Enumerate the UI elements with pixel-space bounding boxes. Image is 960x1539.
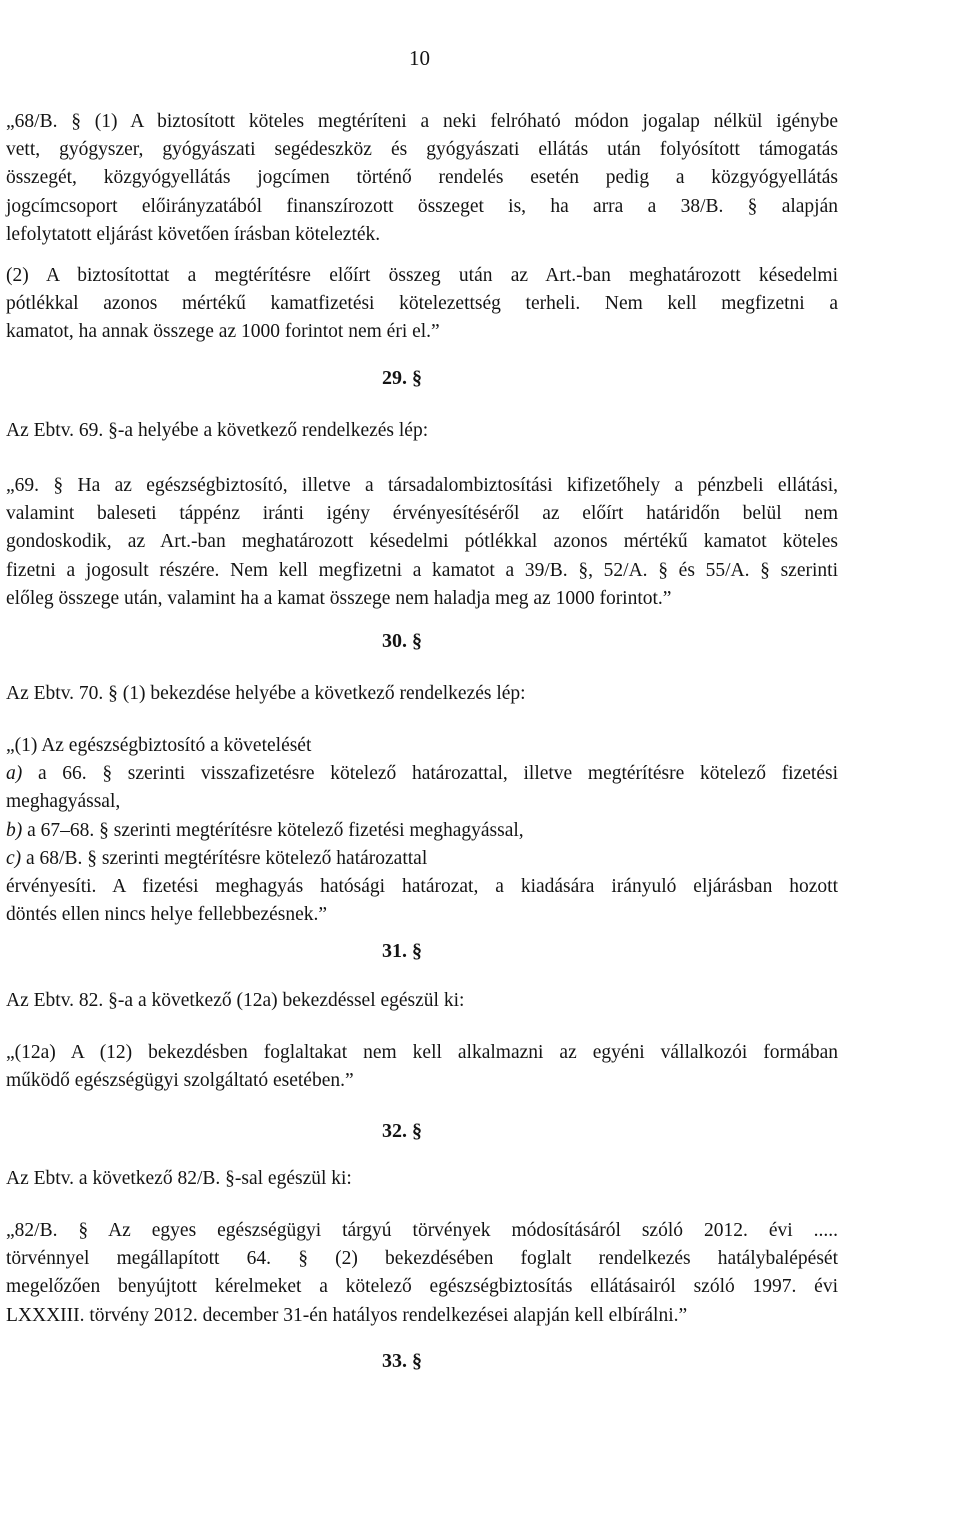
section-heading-32: 32. § bbox=[382, 1120, 422, 1142]
point-text-c: a 68/B. § szerinti megtérítésre kötelező határozattal bbox=[21, 847, 428, 869]
text-line: érvényesíti. A fizetési meghagyás hatósági határozat, a kiadására irányuló eljárásban hozott bbox=[6, 876, 838, 898]
intro-32: Az Ebtv. a következő 82/B. §-sal egészül ki: bbox=[6, 1168, 352, 1189]
point-label-c: c) bbox=[6, 847, 22, 869]
text-line: meghagyással, bbox=[6, 791, 121, 813]
text-line: LXXXIII. törvény 2012. december 31-én hatályos rendelkezései alapján kell elbírálni.” bbox=[6, 1304, 688, 1326]
paragraph-70 bbox=[6, 732, 838, 929]
text-line: működő egészségügyi szolgáltató esetében.” bbox=[6, 1070, 354, 1092]
text-line: kamatot, ha annak összege az 1000 forintot nem éri el.” bbox=[6, 321, 440, 343]
text-line: gondoskodik, az Art.-ban meghatározott késedelmi pótlékkal azonos mértékű kamatot köteles bbox=[6, 531, 838, 553]
point-label-b: b) bbox=[6, 819, 23, 841]
text-line: megelőzően benyújtott kérelmeket a kötelező egészségbiztosítás ellátásairól szóló 1997. évi bbox=[6, 1276, 838, 1298]
section-heading-33: 33. § bbox=[382, 1350, 422, 1372]
point-text-b: a 67–68. § szerinti megtérítésre kötelező fizetési meghagyással, bbox=[22, 819, 524, 841]
intro-31: Az Ebtv. 82. §-a a következő (12a) bekezdéssel egészül ki: bbox=[6, 990, 465, 1011]
text-line: „(1) Az egészségbiztosító a követelését bbox=[6, 735, 312, 756]
paragraph-68b-2 bbox=[6, 262, 838, 347]
section-heading-30: 30. § bbox=[382, 630, 422, 652]
intro-30: Az Ebtv. 70. § (1) bekezdése helyébe a következő rendelkezés lép: bbox=[6, 683, 526, 704]
text-line: lefolytatott eljárást követően írásban kötelezték. bbox=[6, 223, 381, 245]
text-line: „82/B. § Az egyes egészségügyi tárgyú törvények módosításáról szóló 2012. évi ..... bbox=[6, 1220, 838, 1241]
text-line: döntés ellen nincs helye fellebbezésnek.” bbox=[6, 904, 328, 926]
paragraph-82b bbox=[6, 1217, 838, 1330]
paragraph-12a bbox=[6, 1039, 838, 1095]
text-line: valamint baleseti táppénz iránti igény érvényesítéséről az előírt határidőn belül nem bbox=[6, 503, 838, 525]
text-line: „(12a) A (12) bekezdésben foglaltakat nem kell alkalmazni az egyéni vállalkozói formában bbox=[6, 1042, 838, 1063]
paragraph-68b-1 bbox=[6, 108, 838, 249]
intro-29: Az Ebtv. 69. §-a helyébe a következő rendelkezés lép: bbox=[6, 420, 429, 441]
text-line: vett, gyógyszer, gyógyászati segédeszköz és gyógyászati ellátás után folyósított támogatás bbox=[6, 139, 838, 161]
text-line: törvénnyel megállapított 64. § (2) bekezdésében foglalt rendelkezés hatálybalépését bbox=[6, 1248, 838, 1270]
text-line: (2) A biztosítottat a megtérítésre előírt összeg után az Art.-ban meghatározott késedelmi bbox=[6, 265, 838, 286]
text-line bbox=[6, 817, 838, 845]
point-text-a: a 66. § szerinti visszafizetésre kötelező határozattal, illetve megtérítésre kötelező fizetési bbox=[22, 763, 838, 785]
paragraph-69 bbox=[6, 472, 838, 613]
text-line: fizetni a jogosult részére. Nem kell megfizetni a kamatot a 39/B. §, 52/A. § és 55/A. § szerinti bbox=[6, 559, 838, 581]
text-line bbox=[6, 845, 838, 873]
text-line: „69. § Ha az egészségbiztosító, illetve a társadalombiztosítási kifizetőhely a pénzbeli ellátási, bbox=[6, 475, 838, 496]
point-label-a: a) bbox=[6, 763, 23, 785]
text-line: jogcímcsoport előirányzatából finanszírozott összeget is, ha arra a 38/B. § alapján bbox=[6, 195, 838, 217]
text-line: pótlékkal azonos mértékű kamatfizetési kötelezettség terheli. Nem kell megfizetni a bbox=[6, 293, 838, 315]
text-line bbox=[6, 760, 838, 788]
section-heading-29: 29. § bbox=[382, 367, 422, 389]
page-number: 10 bbox=[409, 46, 430, 70]
text-line: előleg összege után, valamint ha a kamat összege nem haladja meg az 1000 forintot.” bbox=[6, 587, 672, 609]
section-heading-31: 31. § bbox=[382, 940, 422, 962]
text-line: összegét, közgyógyellátás jogcímen történő rendelés esetén pedig a közgyógyellátás bbox=[6, 167, 838, 189]
text-line: „68/B. § (1) A biztosított köteles megtéríteni a neki felróható módon jogalap nélkül igénybe bbox=[6, 111, 838, 132]
